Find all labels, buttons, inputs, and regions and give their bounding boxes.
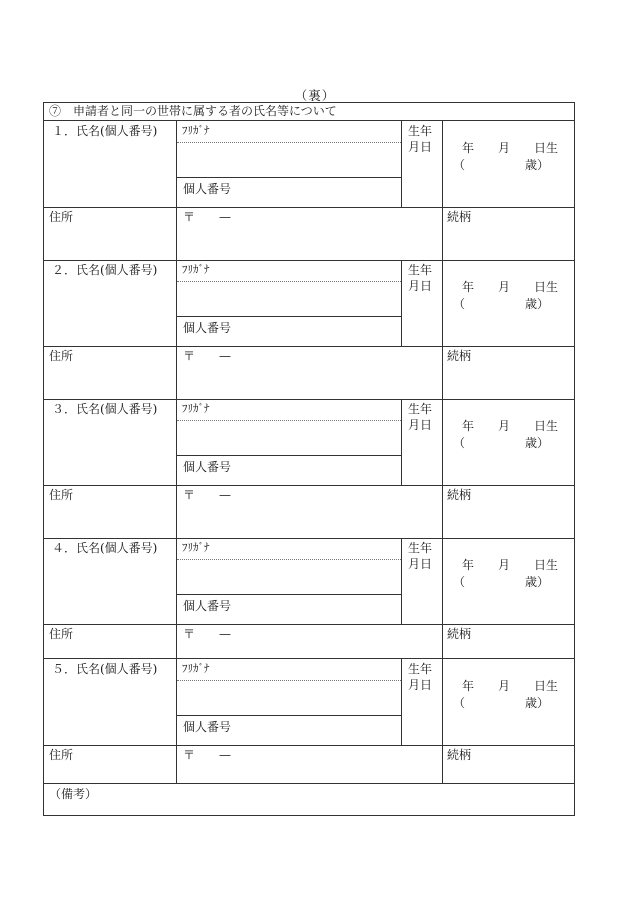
- section-title: ⑦ 申請者と同一の世帯に属する者の氏名等について: [49, 104, 337, 118]
- divider: [177, 316, 401, 317]
- birthdate-field[interactable]: 年 月 日生: [462, 558, 559, 572]
- furigana-label: ﾌﾘｶﾞﾅ: [182, 662, 210, 675]
- member-name-label: １．氏名(個人番号): [52, 124, 158, 138]
- divider: [177, 715, 401, 716]
- age-field[interactable]: （ 歳）: [453, 436, 550, 450]
- divider: [401, 260, 402, 346]
- divider: [44, 260, 574, 261]
- age-field[interactable]: （ 歳）: [453, 696, 550, 710]
- member-name-label: ３．氏名(個人番号): [52, 402, 158, 416]
- postal-field[interactable]: 〒 —: [183, 627, 232, 641]
- birthdate-field[interactable]: 年 月 日生: [462, 419, 559, 433]
- birthdate-label: 月日: [408, 678, 433, 692]
- divider: [177, 680, 401, 681]
- birthdate-field[interactable]: 年 月 日生: [462, 280, 559, 294]
- furigana-label: ﾌﾘｶﾞﾅ: [182, 263, 210, 276]
- address-label: 住所: [49, 488, 74, 502]
- address-label: 住所: [49, 210, 74, 224]
- address-label: 住所: [49, 627, 74, 641]
- divider: [44, 745, 574, 746]
- divider: [442, 538, 443, 658]
- divider: [44, 783, 574, 784]
- birthdate-label: 生年: [408, 662, 433, 676]
- relation-label: 続柄: [447, 349, 472, 363]
- divider: [44, 538, 574, 539]
- birthdate-label: 生年: [408, 124, 433, 138]
- mynumber-label: 個人番号: [183, 720, 232, 734]
- divider: [44, 207, 574, 208]
- divider: [44, 120, 574, 121]
- divider: [401, 121, 402, 207]
- page-header: （裏）: [294, 88, 336, 103]
- postal-field[interactable]: 〒 —: [183, 748, 232, 762]
- divider: [442, 659, 443, 783]
- furigana-label: ﾌﾘｶﾞﾅ: [182, 124, 210, 137]
- divider: [401, 659, 402, 745]
- relation-label: 続柄: [447, 488, 472, 502]
- divider: [176, 659, 177, 783]
- divider: [44, 485, 574, 486]
- relation-label: 続柄: [447, 748, 472, 762]
- birthdate-label: 生年: [408, 541, 433, 555]
- relation-label: 続柄: [447, 627, 472, 641]
- remarks-label: （備考）: [49, 787, 98, 801]
- divider: [176, 538, 177, 658]
- divider: [44, 658, 574, 659]
- divider: [177, 420, 401, 421]
- birthdate-label: 月日: [408, 140, 433, 154]
- age-field[interactable]: （ 歳）: [453, 158, 550, 172]
- relation-label: 続柄: [447, 210, 472, 224]
- postal-field[interactable]: 〒 —: [183, 349, 232, 363]
- household-form: [43, 102, 575, 816]
- birthdate-label: 月日: [408, 557, 433, 571]
- divider: [44, 346, 574, 347]
- age-field[interactable]: （ 歳）: [453, 575, 550, 589]
- divider: [177, 559, 401, 560]
- mynumber-label: 個人番号: [183, 182, 232, 196]
- postal-field[interactable]: 〒 —: [183, 210, 232, 224]
- member-name-label: ２．氏名(個人番号): [52, 263, 158, 277]
- birthdate-label: 月日: [408, 418, 433, 432]
- divider: [442, 399, 443, 538]
- divider: [401, 399, 402, 485]
- furigana-label: ﾌﾘｶﾞﾅ: [182, 541, 210, 554]
- divider: [44, 624, 574, 625]
- address-label: 住所: [49, 349, 74, 363]
- address-label: 住所: [49, 748, 74, 762]
- divider: [177, 594, 401, 595]
- birthdate-label: 生年: [408, 263, 433, 277]
- birthdate-field[interactable]: 年 月 日生: [462, 679, 559, 693]
- age-field[interactable]: （ 歳）: [453, 297, 550, 311]
- divider: [177, 142, 401, 143]
- birthdate-label: 月日: [408, 279, 433, 293]
- divider: [401, 538, 402, 624]
- mynumber-label: 個人番号: [183, 460, 232, 474]
- member-name-label: ５．氏名(個人番号): [52, 662, 158, 676]
- member-name-label: ４．氏名(個人番号): [52, 541, 158, 555]
- postal-field[interactable]: 〒 —: [183, 488, 232, 502]
- divider: [442, 260, 443, 399]
- mynumber-label: 個人番号: [183, 321, 232, 335]
- divider: [177, 177, 401, 178]
- divider: [44, 399, 574, 400]
- divider: [177, 455, 401, 456]
- divider: [177, 281, 401, 282]
- birthdate-field[interactable]: 年 月 日生: [462, 141, 559, 155]
- divider: [442, 121, 443, 260]
- birthdate-label: 生年: [408, 402, 433, 416]
- mynumber-label: 個人番号: [183, 599, 232, 613]
- furigana-label: ﾌﾘｶﾞﾅ: [182, 402, 210, 415]
